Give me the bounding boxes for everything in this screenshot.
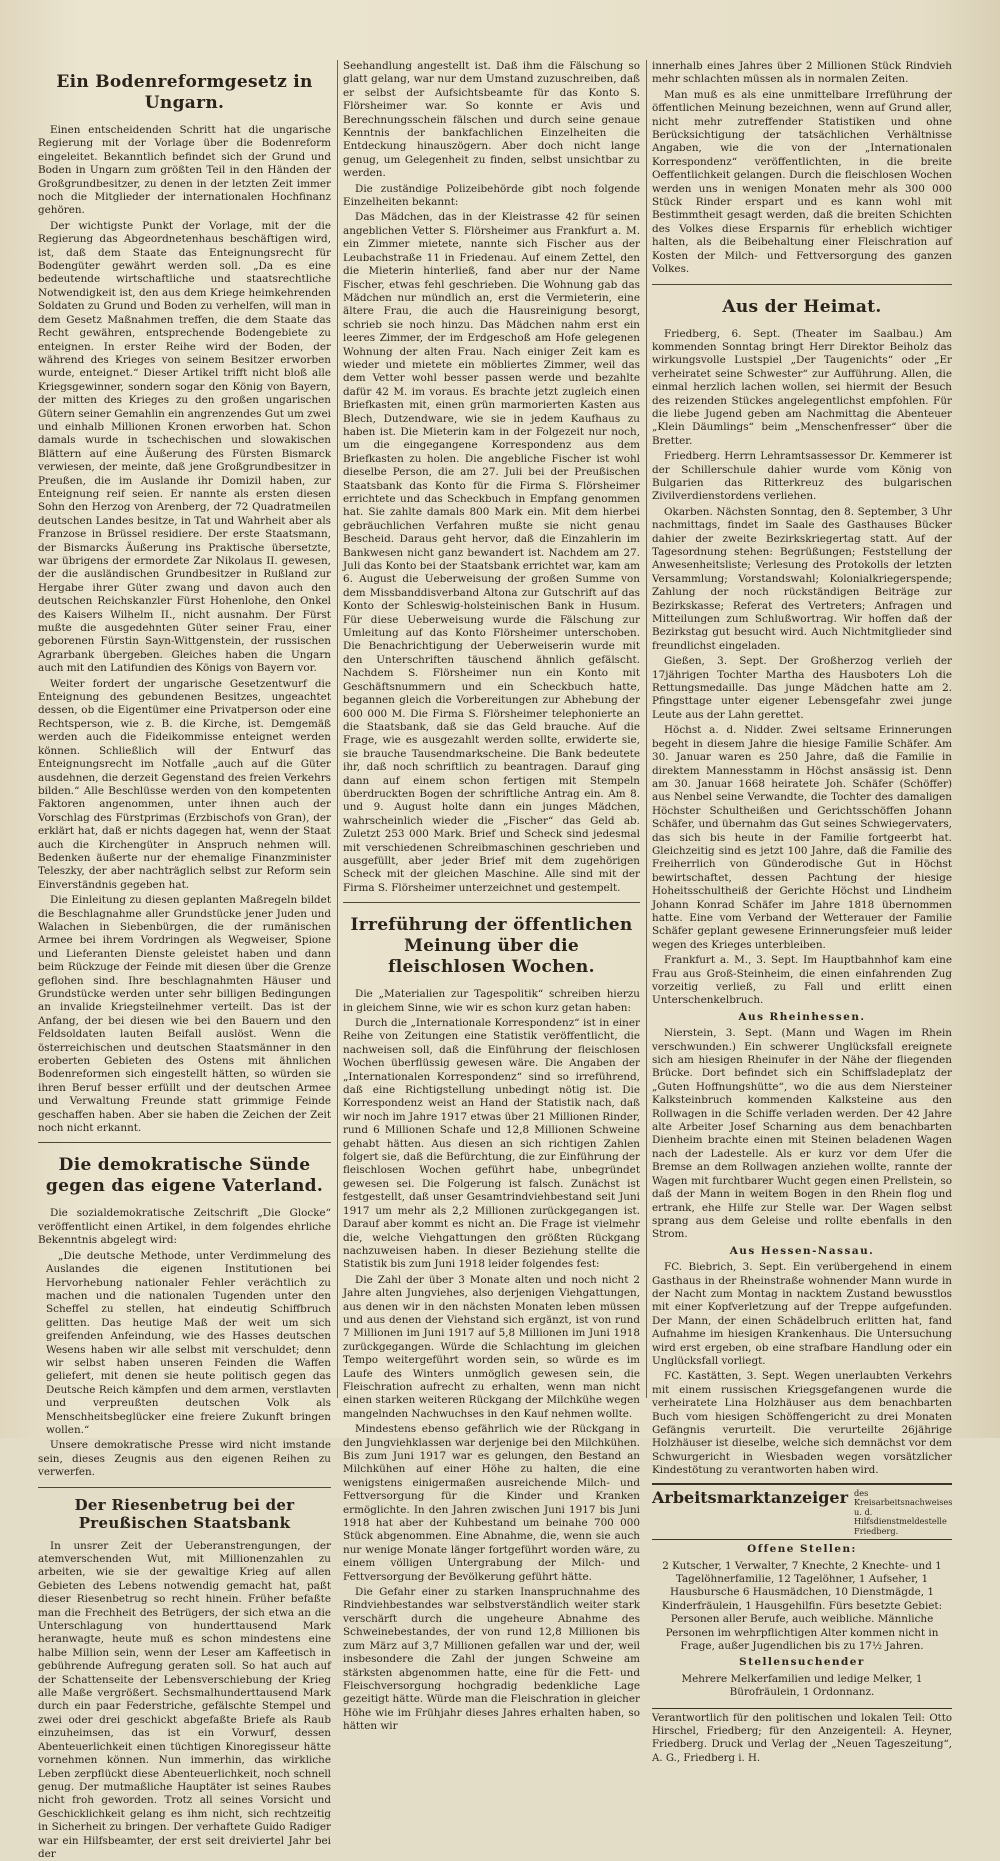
- local-news-item: FC. Biebrich, 3. Sept. Ein verübergehend in einem Gasthaus in der Rheinstraße wohnender Mann wurde in der Nacht zum Montag in nacktem Zustand bewusstlos mit einer Kopfverletzung auf der Treppe aufgefunden. Der Mann, der einen Schädelbruch erlitten hat, fand Aufnahme im hiesigen Krankenhaus. Die Untersuchung wird erst ergeben, ob eine strafbare Handlung oder ein Unglücksfall vorliegt.: [652, 1261, 952, 1367]
- article-paragraph: Unsere demokratische Presse wird nicht imstande sein, dieses Zeugnis aus den eigenen Reihen zu verwerfen.: [38, 1439, 331, 1479]
- local-news-item: Nierstein, 3. Sept. (Mann und Wagen im Rhein verschwunden.) Ein schwerer Unglücksfall ereignete sich am hiesigen Rheinufer in der Nähe der fliegenden Brücke. Dort befindet sich ein Schiffsladeplatz der „Guten Hoffnungshütte“, wo die aus dem Niersteiner Kalksteinbruch kommenden Kalksteine aus den Rollwagen in die Schiffe verladen werden. Der 42 Jahre alte Arbeiter Josef Scharning aus dem benachbarten Dienheim brachte einen mit Steinen beladenen Wagen nach der Ladestelle. Als er kurz vor dem Ufer die Bremse an dem Rollwagen anziehen wollte, rannte der Wagen mit furchtbarer Wucht gegen einen Prellstein, so daß der Mann in weitem Bogen in den Rhein flog und ertrank, ehe Hilfe zur Stelle war. Der Wagen selbst sprang aus dem Geleise und rollte ebenfalls in den Strom.: [652, 1027, 952, 1241]
- article-paragraph: Der wichtigste Punkt der Vorlage, mit der die Regierung das Abgeordnetenhaus beschäftigen wird, ist, daß dem Staate das Enteignungsrecht für Bodengüter gewährt werden soll. „Da es eine bedeutende wirtschaftliche und staatsrechtliche Notwendigkeit ist, den aus dem Kriege heimkehrenden Soldaten zu Grund und Boden zu verhelfen, will man in dem Gesetz Maßnahmen treffen, die dem Staate das Recht gewähren, entsprechende Bodengebiete zu enteignen. In erster Reihe wird der Boden, der während des Krieges von seinem Besitzer erworben wurde, enteignet.“ Dieser Artikel trifft nicht bloß alle Kriegsgewinner, sondern sogar den König von Bayern, der mitten des Krieges zu den großen ungarischen Gütern seiner Gemahlin ein angrenzendes Gut um zwei und einhalb Millionen Kronen erworben hat. Schon damals wurde in tschechischen und slowakischen Blättern auf eine Äußerung des Fürsten Bismarck verwiesen, der meinte, daß jene Großgrundbesitzer in Preußen, die im Auslande ihr Domizil haben, zur Enteignung reif seien. Er nannte als ersten diesen Sohn den Herzog von Arenberg, der 72 Quadratmeilen deutschen Landes besitze, in Tat und Wahrheit aber als Franzose in Brüssel residiere. Der erste Staatsmann, der Bismarcks Äußerung ins Praktische übersetzte, war übrigens der ermordete Zar Nikolaus II. gewesen, der die ausländischen Grundbesitzer in Rußland zur Hergabe ihrer Güter zwang und davon auch den deutschen Reichskanzler Fürst Hohenlohe, den Onkel des Kaisers Wilhelm II., nicht ausnahm. Der Fürst mußte die ausgedehnten Güter seiner Frau, einer geborenen Fürstin Sayn-Wittgenstein, der russischen Agrarbank übergeben. Gleiches haben die Ungarn auch mit den Latifundien des Königs von Bayern vor.: [38, 219, 331, 675]
- column-rule: [646, 60, 647, 1398]
- article-paragraph: Einen entscheidenden Schritt hat die ungarische Regierung mit der Vorlage über die Bodenreform eingeleitet. Bekanntlich befindet sich der Grund und Boden in Ungarn zum größten Teil in den Händen der Großgrundbesitzer, zu denen in der letzten Zeit immer noch die Mitglieder der internationalen Hochfinanz gehören.: [38, 124, 331, 217]
- article-paragraph: innerhalb eines Jahres über 2 Millionen Stück Rindvieh mehr schlachten müssen als in normalen Zeiten.: [652, 60, 952, 86]
- article-paragraph: Die Zahl der über 3 Monate alten und noch nicht 2 Jahre alten Jungviehes, also derjenigen Viehgattungen, aus denen wir in den nächsten Monaten leben müssen und aus denen der Viehstand sich ergänzt, ist von rund 7 Millionen im Juni 1917 auf 5,8 Millionen im Juni 1918 zurückgegangen. Würde die Schlachtung im gleichen Tempo weitergeführt worden sein, so würde es im Laufe des Winters unmöglich gewesen sein, die Fleischration aufrecht zu erhalten, wenn man nicht einen starken weiteren Rückgang der Milchkühe wegen mangelnden Nachwuchses in den Kauf nehmen wollte.: [343, 1273, 640, 1420]
- article-paragraph: Durch die „Internationale Korrespondenz“ ist in einer Reihe von Zeitungen eine Statistik veröffentlicht, die nachweisen soll, daß die Einführung der fleischlosen Wochen überflüssig gewesen wäre. Die Angaben der „Internationalen Korrespondenz“ sind so irreführend, daß eine Richtigstellung unbedingt nötig ist. Die Korrespondenz weist an Hand der Statistik nach, daß wir noch im Jahre 1917 etwas über 21 Millionen Rinder, rund 6 Millionen Schafe und 12,8 Millionen Schweine gehabt hätten. Aus diesen an sich richtigen Zahlen folgert sie, daß die Befürchtung, die zur Einführung der fleischlosen Wochen geführt habe, unbegründet gewesen sei. Die Folgerung ist falsch. Zunächst ist festgestellt, daß unser Gesamtrindviehbestand seit Juni 1917 um mehr als 2,2 Millionen zurückgegangen ist. Darauf aber kommt es nicht an. Die Frage ist vielmehr die, welche Viehgattungen den größten Rückgang nachzuweisen haben. In dieser Beziehung stellte die Statistik bis zum Juni 1918 leider folgendes fest:: [343, 1017, 640, 1271]
- article-paragraph: Die „Materialien zur Tagespolitik“ schreiben hierzu in gleichem Sinne, wie wir es schon kurz getan haben:: [343, 988, 640, 1014]
- job-seekers-heading: Stellensuchender: [739, 1656, 865, 1669]
- local-news-item: Okarben. Nächsten Sonntag, den 8. September, 3 Uhr nachmittags, findet im Saale des Gasthauses Bücker dahier der zweite Bezirkskriegertag statt. Auf der Tagesordnung stehen: Begrüßungen; Feststellung der Anwesenheitsliste; Verlesung des Protokolls der letzten Versammlung; Vorstandswahl; Kolonialkriegerspende; Zahlung der noch rückständigen Beiträge zur Bezirkskasse; Referat des Vertreters; Anfragen und Mitteilungen zum Schlußwortrag. Wir hoffen daß der Bezirkstag gut besucht wird. Auch Nichtmitglieder sind freundlichst eingeladen.: [652, 505, 952, 652]
- local-news-item: FC. Kastätten, 3. Sept. Wegen unerlaubten Verkehrs mit einem russischen Kriegsgefangenen wurde die verheiratete Lina Holzhäuser aus dem benachbarten Buch vom hiesigen Schöffengericht zu drei Monaten Gefängnis verurteilt. Die verurteilte 26jährige Holzhäuser ist dieselbe, welche sich demnächst vor dem Schwurgericht in Wiesbaden wegen vorsätzlicher Kindestötung zu verantworten haben wird.: [652, 1370, 952, 1477]
- labor-market-box: [652, 1483, 952, 1541]
- section-divider: [652, 284, 952, 285]
- article-paragraph: Mindestens ebenso gefährlich wie der Rückgang in den Jungviehklassen war derjenige bei den Milchkühen. Bis zum Juni 1917 war es gelungen, den Bestand an Milchkühen auf einer Höhe zu halten, die eine wenigstens einigermaßen ausreichende Milch- und Fettversorgung für die Kinder und Kranken ermöglichte. In den Jahren zwischen Juni 1917 bis Juni 1918 hat aber der Kuhbestand um beinahe 700 000 Stück abgenommen. Eine Abnahme, die, wenn sie auch nur wenige Monate länger fortgeführt worden wäre, zu einem völligen Untergrabung der Milch- und Fettversorgung der Bevölkerung geführt hätte.: [343, 1423, 640, 1583]
- section-divider: [343, 902, 640, 903]
- article-paragraph: Die Gefahr einer zu starken Inanspruchnahme des Rindviehbestandes war selbstverständlich weiter stark verschärft durch die ungeheure Abnahme des Schweinebestandes, der von rund 12,8 Millionen bis zum März auf 3,7 Millionen gefallen war und der, weil insbesondere die Zahl der jungen Schweine am stärksten abgenommen hatte, eine für die Fett- und Fleischversorgung hochgradig bedenkliche Lage gezeitigt hätte. Würde man die Fleischration in gleicher Höhe wie im Frühjahr dieses Jahres erhalten haben, so hätten wir: [343, 1586, 640, 1733]
- local-news-item: Höchst a. d. Nidder. Zwei seltsame Erinnerungen begeht in diesem Jahre die hiesige Familie Schäfer. Am 30. Januar waren es 250 Jahre, daß die Familie in direktem Mannesstamm in Höchst ansässig ist. Denn am 30. Januar 1668 heiratete Joh. Schäfer (Schöffer) aus Nenbel seine Verwandte, die Tochter des damaligen Höchster Schultheißen und Gerichtsschöffen Johann Schäfer, und übernahm das Gut seines Schwiegervaters, das sich bis heute in der Familie fortgeerbt hat. Gleichzeitig sind es jetzt 100 Jahre, daß die Familie des Freiherrlich von Günderodische Gut in Höchst bewirtschaftet, dessen Pachtung der hiesige Hoheitsschultheiß der Gerichte Höchst und Lindheim Johann Konrad Schäfer im Jahre 1818 übernommen hatte. Eine vom Verband der Wetterauer der Familie Schäfer geplant gewesene Erinnerungsfeier muß leider wegen des Krieges unterbleiben.: [652, 724, 952, 951]
- labor-market-title: Arbeitsmarktanzeiger: [652, 1487, 849, 1507]
- section-divider: [38, 1487, 331, 1488]
- headline-aus-der-heimat: Aus der Heimat.: [722, 296, 882, 317]
- local-news-item: Frankfurt a. M., 3. Sept. Im Hauptbahnhof kam eine Frau aus Groß-Steinheim, die einen einfahrenden Zug vorzeitig verließ, zu Fall und erlitt einen Unterschenkelbruch.: [652, 954, 952, 1007]
- article-paragraph: In unsrer Zeit der Ueberanstrengungen, der atemverschenden Wut, mit Millionenzahlen zu arbeiten, wie sie der gewaltige Krieg auf allen Gebieten des Lebens notwendig gemacht hat, paßt dieser Riesenbetrug so recht hinein. Früher befaßte man die Frechheit des Betrügers, der sich etwa an die Unterschlagung von hunderttausend Mark heranwagte, heute muß es schon mindestens eine halbe Million sein, wenn der Leser am Kaffeetisch in gebührende Aufregung geraten soll. So hat auch auf der Schattenseite der Lebensverschiebung der Krieg alle Maße vergrößert. Sechsmalhunderttausend Mark durch ein paar Federstriche, gefälschte Stempel und zwei oder drei geschickt abgefaßte Briefe als Raub einzuheimsen, das ist ein Vorwurf, dessen Abenteuerlichkeit einen tüchtigen Kinoregisseur hätte vornehmen können. Nun immerhin, das wirkliche Leben zerpflückt diese Abenteuerlichkeit, noch schnell genug. Der mutmaßliche Hauptäter ist seines Raubes nicht froh geworden. Trotz all seines Vorsicht und Geschicklichkeit gelang es ihm nicht, sich rechtzeitig in Sicherheit zu bringen. Der verhaftete Guido Radiger war ein Hilfsbeamter, der erst seit dreiviertel Jahr bei der: [38, 1539, 331, 1860]
- column-rule: [337, 60, 338, 1398]
- local-news-item: Gießen, 3. Sept. Der Großherzog verlieh der 17jährigen Tochter Martha des Hausboters Loh die Rettungsmedaille. Das junge Mädchen hatte am 2. Pfingsttage unter eigener Lebensgefahr zwei junge Leute aus der Lahn gerettet.: [652, 655, 952, 721]
- article-paragraph: Weiter fordert der ungarische Gesetzentwurf die Enteignung des gebundenen Besitzes, ungeachtet dessen, ob die Eigentümer eine Privatperson oder eine Rechtsperson, wie z. B. die Kirche, ist. Demgemäß werden auch die Fideikommisse enteignet werden können. Schließlich will der Entwurf das Enteignungsrecht im Notfalle „auch auf die Güter ausdehnen, die derzeit Gegenstand des freien Verkehrs bilden.“ Alle Beschlüsse werden von den kompetenten Faktoren angenommen, unter ihnen auch der Vorschlag des Fürstprimas (Erzbischofs von Gran), der erklärt hat, daß er nichts dagegen hat, wenn der Staat auch die Kirchengüter in Anspruch nehmen will. Bedenken äußerte nur der ehemalige Finanzminister Teleszky, der aber nachträglich selbst zur Reform sein Einverständnis gegeben hat.: [38, 677, 331, 891]
- local-news-item: Friedberg, 6. Sept. (Theater im Saalbau.) Am kommenden Sonntag bringt Herr Direktor Beiholz das wirkungsvolle Lustspiel „Der Taugenichts“ oder „Er verheiratet seine Schwester“ zur Aufführung. Allen, die einmal herzlich lachen wollen, sei hiermit der Besuch des reizenden Stückes angelegentlichst empfohlen. Für die liebe Jugend geben am Nachmittag die Abenteuer „Klein Däumlings“ beim „Menschenfresser“ über die Bretter.: [652, 327, 952, 447]
- column-middle: [343, 60, 640, 1733]
- article-quote: „Die deutsche Methode, unter Verdimmelung des Auslandes die eigenen Institutionen bei Hervorhebung nationaler Fehler verächtlich zu machen und die nationalen Tugenden unter den Scheffel zu stellen, hat eindeutig Schiffbruch gelitten. Das heutige Maß der weit um sich greifenden Anfeindung, wie des Hasses deutschen Wesens haben wir alle selbst mit verschuldet; denn wir selbst haben unseren Feinden die Waffen geliefert, mit denen sie heute politisch gegen das Deutsche Reich kämpfen und dem armen, verstlavten und verpreußten deutschen Volk als Menschheitsbeglücker eine freiere Zukunft bringen wollen.“: [46, 1249, 331, 1436]
- article-paragraph: Seehandlung angestellt ist. Daß ihm die Fälschung so glatt gelang, war nur dem Umstand zuzuschreiben, daß er selbst der Aufsichtsbeamte für das Konto S. Flörsheimer war. So konnte er Avis und Berechnungsschein fälschen und durch seine genaue Kenntnis der bankfachlichen Einzelheiten die Entdeckung hinauszögern. Aber doch nicht lange genug, um Gelegenheit zu finden, selbst unsichtbar zu werden.: [343, 60, 640, 180]
- subheading-hessen-nassau: Aus Hessen-Nassau.: [729, 1244, 875, 1257]
- open-positions-list: 2 Kutscher, 1 Verwalter, 7 Knechte, 2 Knechte- und 1 Tagelöhnerfamilie, 12 Tagelöhner, 1 Aufseher, 1 Hausbursche 6 Hausmädchen, 10 Dienstmägde, 1 Kinderfräulein, 1 Hausgehilfin. Fürs besetzte Gebiet: Personen aller Berufe, auch weibliche. Männliche Personen im wehrpflichtigen Alter kommen nicht in Frage, außer Jugendlichen bis zu 17½ Jahren.: [661, 1559, 943, 1652]
- job-seekers-list: Mehrere Melkerfamilien und ledige Melker, 1 Bürofräulein, 1 Ordonnanz.: [681, 1672, 923, 1699]
- column-left: [38, 60, 331, 1860]
- section-divider: [38, 1142, 331, 1143]
- local-news-item: Friedberg. Herrn Lehramtsassessor Dr. Kemmerer ist der Schillerschule dahier wurde vom König von Bulgarien das Ritterkreuz des bulgarischen Zivilverdienstordens verliehen.: [652, 450, 952, 503]
- column-right: [652, 60, 953, 1764]
- labor-market-source: des Kreisarbeitsnachweises u. d. Hilfsdienstmeldestelle Friedberg.: [854, 1487, 953, 1536]
- headline-demokratische-suende: Die demokratische Sünde gegen das eigene Vaterland.: [45, 1155, 324, 1197]
- headline-irrefuehrung: Irreführung der öffentlichen Meinung über die fleischlosen Wochen.: [350, 915, 633, 978]
- article-paragraph: Das Mädchen, das in der Kleistrasse 42 für seinen angeblichen Vetter S. Flörsheimer aus Frankfurt a. M. ein Zimmer mietete, nannte sich Fischer aus der Leubachstraße 11 in Friedenau. Auf einem Zettel, den die Mieterin hinterließ, fand aber nur der Name Fischer, etwas fehl geschrieben. Die Wohnung gab das Mädchen nur mündlich an, erst die Vermieterin, eine ältere Frau, die auch die Hausreinigung besorgt, schrieb sie noch hinzu. Das Mädchen nahm erst ein leeres Zimmer, der im Erdgeschoß am Hofe gelegenen Wohnung der alten Frau. Nach einiger Zeit kam es wieder und mietete ein möbliertes Zimmer, weil das dem Vetter wohl besser passen werde und bezahlte dafür 42 M. im voraus. Es brachte jetzt zugleich einen Briefkasten mit, einen grün marmorierten Kasten aus Blech, Dutzendware, wie sie in jedem Kaufhaus zu haben ist. Die Mieterin kam in der Folgezeit nur noch, um die eingegangene Korrespondenz aus dem Briefkasten zu holen. Die angebliche Fischer ist wohl dieselbe Person, die am 27. Juli bei der Preußischen Staatsbank das Konto für die Firma S. Flörsheimer errichtete und das Scheckbuch in Empfang genommen hat. Sie zahlte damals 800 Mark ein. Mit dem hierbei gebräuchlichen Verfahren mußte sie nicht genau Bescheid. Daraus geht hervor, daß die Einzahlerin im Bankwesen nicht ganz bewandert ist. Nachdem am 27. Juli das Konto bei der Staatsbank errichtet war, kam am 6. August die Ueberweisung der großen Summe von dem Missbanddisverband Altona zur Gutschrift auf das Konto der Schleswig-holsteinischen Bank in Husum. Für diese Ueberweisung wurde die Fälschung zur Umleitung auf das Konto Flörsheimer unterschoben. Die Benachrichtigung der Ueberweiserin wurde mit den Unterschriften täuschend ähnlich gefälscht. Nachdem S. Flörsheimer nun ein Konto mit Geschäftsnummern und ein Scheckbuch hatte, begannen gleich die Vorbereitungen zur Abhebung der 600 000 M. Die Firma S. Flörsheimer telephonierte an die Staatsbank, daß sie das Geld brauche. Auf die Frage, wie es ausgezahlt werden sollte, erwiderte sie, sie brauche Tausendmarkscheine. Die Bank bedeutete ihr, daß noch schriftlich zu beantragen. Darauf ging dann auf einem schon fertigen mit Stempeln überdruckten Bogen der schriftliche Antrag ein. Am 8. und 9. August holte dann ein junges Mädchen, wahrscheinlich wieder die „Fischer“ das Geld ab. Zuletzt 253 000 Mark. Brief und Scheck sind jedesmal mit verschiedenen Schreibmaschinen geschrieben und ausgefüllt, aber jeder Brief mit dem zugehörigen Scheck mit der gleichen Maschine. Alle sind mit der Firma S. Flörsheimer unterzeichnet und gestempelt.: [343, 211, 640, 894]
- article-paragraph: Die zuständige Polizeibehörde gibt noch folgende Einzelheiten bekannt:: [343, 182, 640, 209]
- imprint-footer: Verantwortlich für den politischen und lokalen Teil: Otto Hirschel, Friedberg; für den Anzeigenteil: A. Heyner, Friedberg. Druck und Verlag der „Neuen Tageszeitung“, A. G., Friedberg i. H.: [652, 1708, 952, 1766]
- article-paragraph: Man muß es als eine unmittelbare Irreführung der öffentlichen Meinung bezeichnen, wenn auf Grund aller, nicht mehr zutreffender Statistiken und ohne Berücksichtigung der tatsächlichen Verhältnisse Angaben, wie die von der „Internationalen Korrespondenz“ veröffentlichten, in die breite Oeffentlichkeit gelangen. Durch die fleischlosen Wochen werden uns in wenigen Monaten mehr als 300 000 Stück Rinder erspart und es kann wohl mit Bestimmtheit gesagt werden, daß die breiten Schichten des Volkes diese Ersparnis für erheblich wichtiger halten, als die Beibehaltung einer Fleischration auf Kosten der Milch- und Fettversorgung des ganzen Volkes.: [652, 88, 952, 276]
- subheading-rheinhessen: Aus Rheinhessen.: [738, 1010, 866, 1023]
- labor-market-header: [652, 1489, 952, 1537]
- open-positions-heading: Offene Stellen:: [747, 1543, 857, 1556]
- article-paragraph: Die sozialdemokratische Zeitschrift „Die Glocke“ veröffentlicht einen Artikel, in dem folgendes ehrliche Bekenntnis abgelegt wird:: [38, 1207, 331, 1247]
- article-paragraph: Die Einleitung zu diesen geplanten Maßregeln bildet die Beschlagnahme aller Grundstücke jener Juden und Walachen in Siebenbürgen, die der rumänischen Armee bei ihrem Vordringen als Wegweiser, Spione und Lieferanten Dienste geleistet haben und dann beim Rückzuge der Feinde mit diesen über die Grenze geflohen sind. Ihre beschlagnahmten Häuser und Grundstücke werden unter sehr billigen Bedingungen an invalide Kriegsteilnehmer verteilt. Das ist der Anfang, der bei diesen wie bei den Bauern und den Feldsoldaten lauten Beifall auslöst. Wenn die österreichischen und deutschen Staatsmänner in den eroberten Gebieten des Ostens mit ähnlichen Bodenreformen sich eingestellt hätten, so würden sie ihren Beruf besser erfüllt und der deutschen Armee und Verwaltung Freunde statt grimmige Feinde geschaffen haben. Aber sie haben die Zeichen der Zeit noch nicht erkannt.: [38, 894, 331, 1135]
- headline-riesenbetrug: Der Riesenbetrug bei der Preußischen Staatsbank: [74, 1495, 295, 1532]
- headline-bodenreform: Ein Bodenreformgesetz in Ungarn.: [56, 72, 313, 113]
